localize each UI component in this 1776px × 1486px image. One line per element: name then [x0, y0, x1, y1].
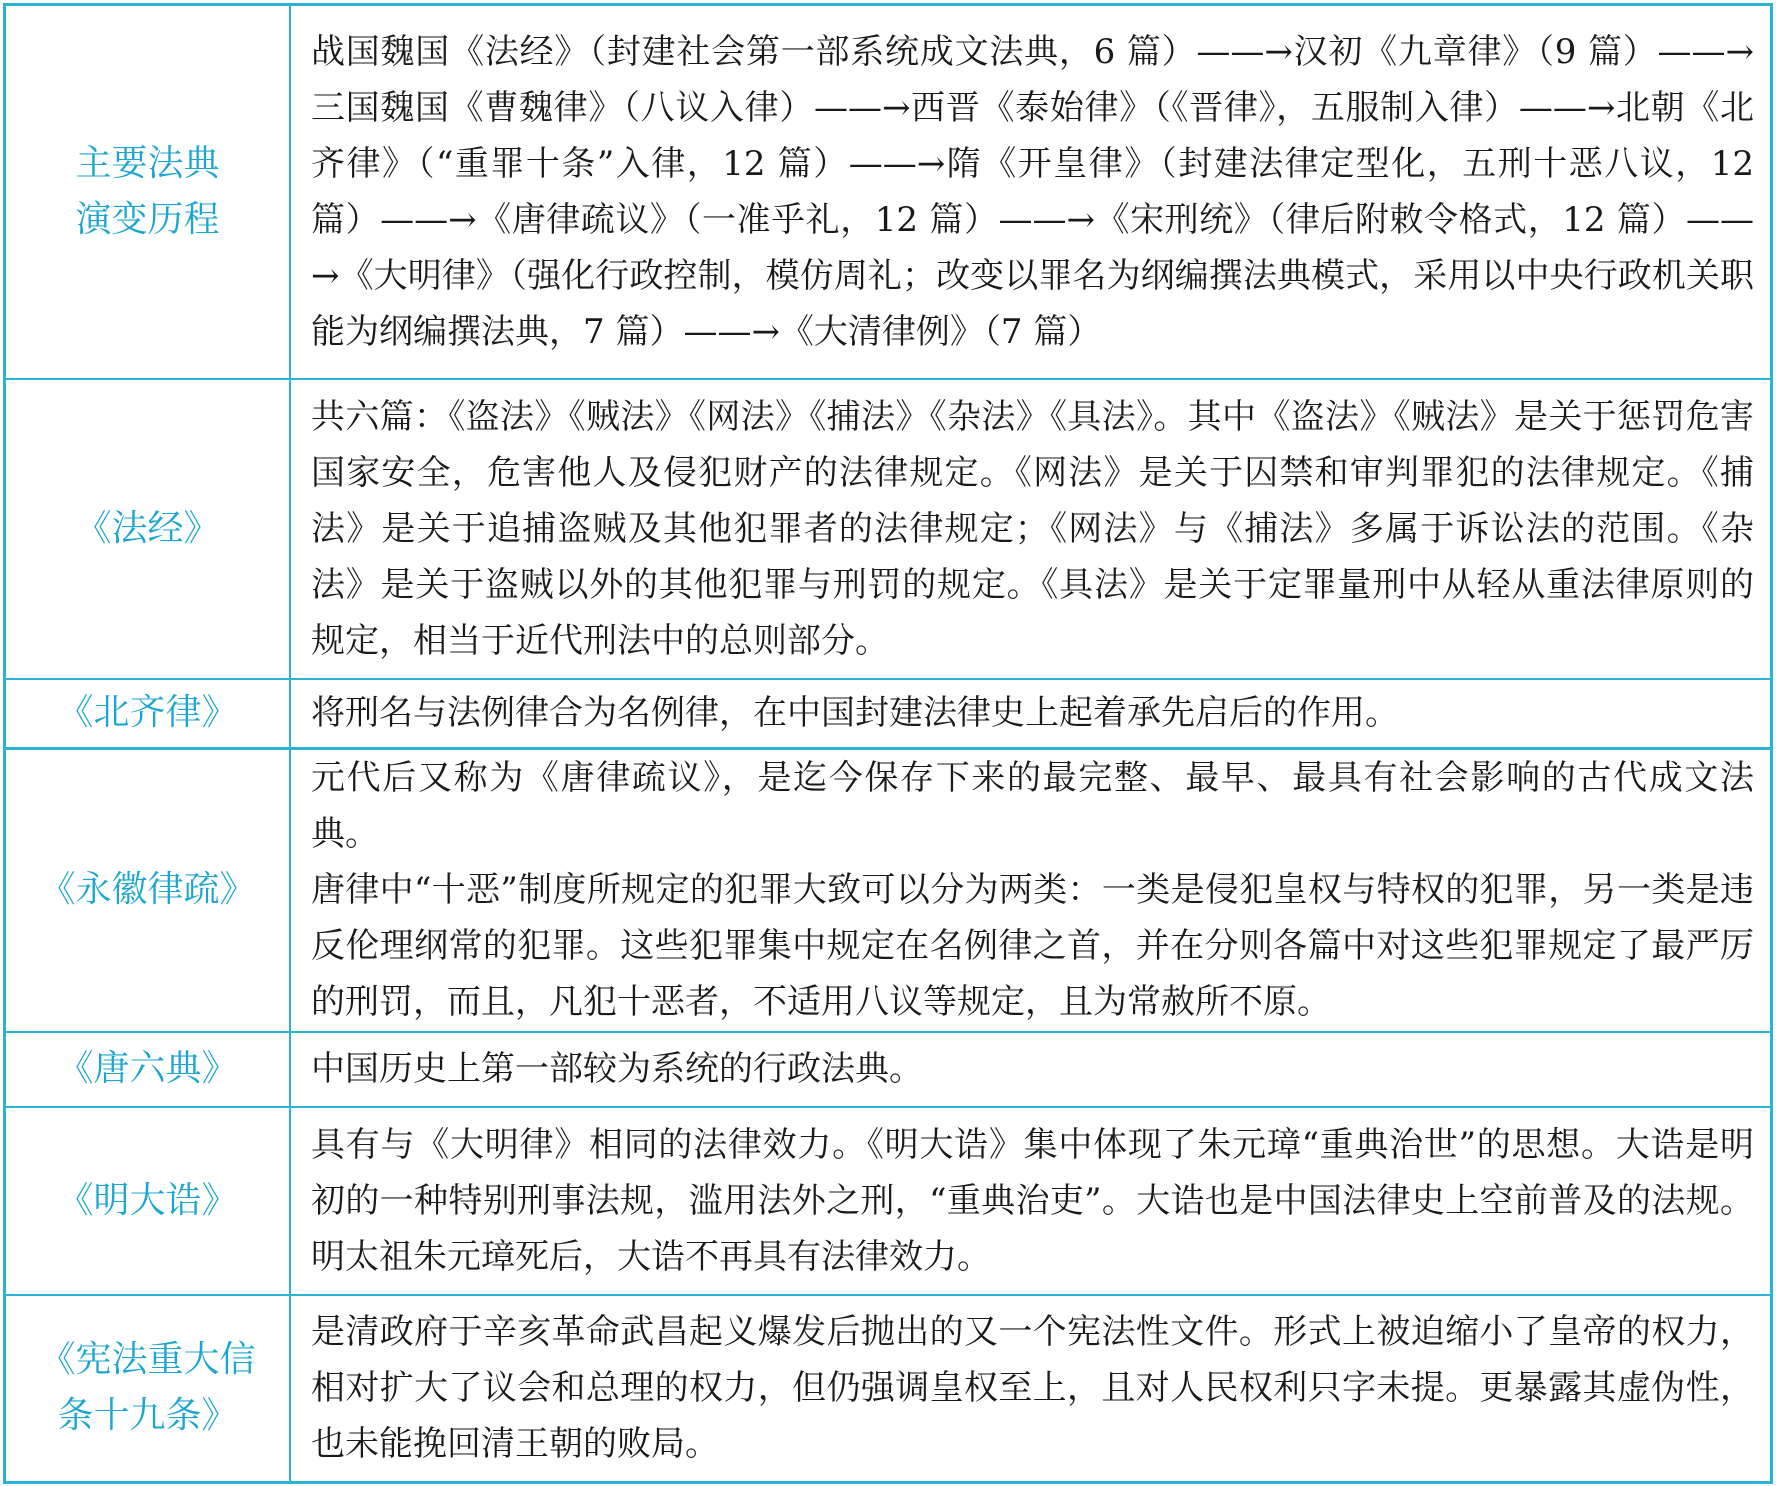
row-description-cell [290, 679, 1772, 749]
row-term: 主要法典演变历程 [75, 142, 220, 240]
row-term-cell [5, 1032, 291, 1107]
row-term: 《法经》 [75, 507, 220, 549]
row-term: 《宪法重大信条十九条》 [39, 1339, 256, 1437]
table-row [5, 5, 1772, 379]
row-description-cell [290, 5, 1772, 379]
row-term: 《唐六典》 [57, 1048, 238, 1089]
table-row [5, 679, 1772, 749]
row-description: 共六篇：《盗法》《贼法》《网法》《捕法》《杂法》《具法》。其中《盗法》《贼法》是关于惩罚危害国家安全，危害他人及侵犯财产的法律规定。《网法》是关于囚禁和审判罪犯的法律规定。《捕法》是关于追捕盗贼及其他犯罪者的法律规定；《网法》与《捕法》多属于诉讼法的范围。《杂法》是关于盗贼以外的其他犯罪与刑罚的规定。《具法》是关于定罪量刑中从轻从重法律原则的规定，相当于近代刑法中的总则部分。 [311, 396, 1754, 661]
table-row [5, 379, 1772, 679]
row-term: 《明大诰》 [57, 1179, 238, 1221]
row-term-cell [5, 379, 291, 679]
table-row [5, 1295, 1772, 1483]
table-row [5, 1107, 1772, 1295]
row-term-cell [5, 1107, 291, 1295]
table-row [5, 1032, 1772, 1107]
row-description-cell [290, 749, 1772, 1032]
row-description-cell [290, 1032, 1772, 1107]
row-description-cell [290, 379, 1772, 679]
row-description-cell [290, 1295, 1772, 1483]
row-term: 《北齐律》 [57, 692, 238, 734]
row-term: 《永徽律疏》 [39, 869, 256, 911]
row-description: 具有与《大明律》相同的法律效力。《明大诰》集中体现了朱元璋“重典治世”的思想。大诰是明初的一种特别刑事法规，滥用法外之刑，“重典治吏”。大诰也是中国法律史上空前普及的法规。明太祖朱元璋死后，大诰不再具有法律效力。 [311, 1124, 1754, 1277]
table-row [5, 749, 1772, 1032]
row-description: 中国历史上第一部较为系统的行政法典。 [311, 1049, 923, 1089]
row-term-cell [5, 1295, 291, 1483]
law-codes-table [3, 3, 1773, 1484]
row-description: 元代后又称为《唐律疏议》，是迄今保存下来的最完整、最早、最具有社会影响的古代成文法典。 [311, 758, 1754, 855]
row-description: 唐律中“十恶”制度所规定的犯罪大致可以分为两类：一类是侵犯皇权与特权的犯罪，另一类是违反伦理纲常的犯罪。这些犯罪集中规定在名例律之首，并在分则各篇中对这些犯罪规定了最严厉的刑罚，而且，凡犯十恶者，不适用八议等规定，且为常赦所不原。 [311, 870, 1754, 1023]
row-description-cell [290, 1107, 1772, 1295]
row-description: 是清政府于辛亥革命武昌起义爆发后抛出的又一个宪法性文件。形式上被迫缩小了皇帝的权力，相对扩大了议会和总理的权力，但仍强调皇权至上，且对人民权利只字未提。更暴露其虚伪性，也未能挽回清王朝的败局。 [311, 1312, 1754, 1465]
row-description: 战国魏国《法经》（封建社会第一部系统成文法典，6 篇）——→汉初《九章律》（9 篇）——→三国魏国《曹魏律》（八议入律）——→西晋《泰始律》（《晋律》，五服制入律）——→北朝《北齐律》（“重罪十条”入律，12 篇）——→隋《开皇律》（封建法律定型化，五刑十恶八议，12 篇）——→《唐律疏议》（一准乎礼，12 篇）——→《宋刑统》（律后附敕令格式，12 篇）——→《大明律》（强化行政控制，模仿周礼；改变以罪名为纲编撰法典模式，采用以中央行政机关职能为纲编撰法典，7 篇）——→《大清律例》（7 篇） [311, 31, 1754, 352]
row-term-cell [5, 5, 291, 379]
row-term-cell [5, 679, 291, 749]
row-description: 将刑名与法例律合为名例律，在中国封建法律史上起着承先启后的作用。 [311, 693, 1399, 734]
row-term-cell [5, 749, 291, 1032]
